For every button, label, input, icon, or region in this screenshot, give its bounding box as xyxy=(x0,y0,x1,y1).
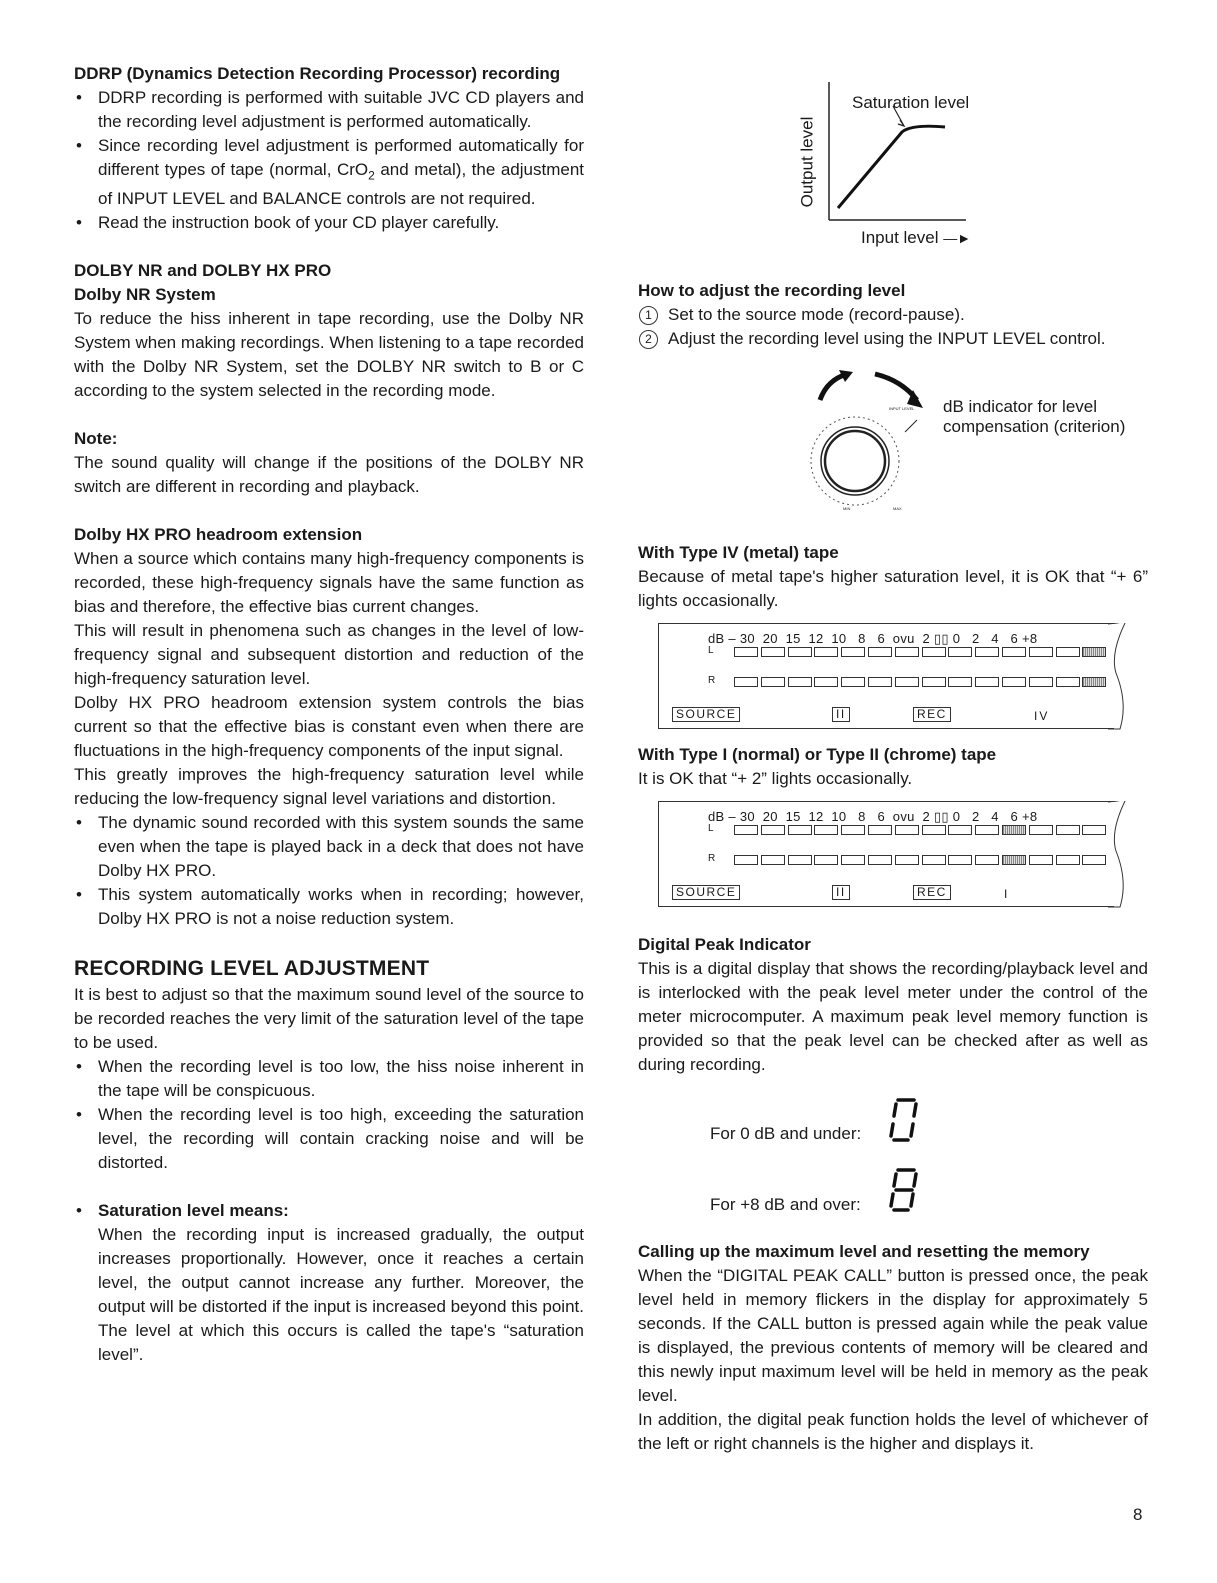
meter-segment xyxy=(841,677,865,687)
meter-segment xyxy=(814,677,838,687)
meter-scale: dB – 30 20 15 12 10 8 6 ovu 2 ▯▯ 0 2 4 6 +8 xyxy=(708,809,1038,824)
type12-level-meter xyxy=(658,801,1118,909)
meter-segment xyxy=(948,855,972,865)
meter-segment xyxy=(1029,677,1053,687)
meter-segment xyxy=(788,855,812,865)
input-level-label xyxy=(861,228,971,248)
meter-segment xyxy=(734,677,758,687)
recording-level-bullets xyxy=(74,1055,584,1175)
zero-digit-display xyxy=(886,1096,920,1144)
knob-top-label: INPUT LEVEL xyxy=(889,406,915,411)
recording-level-bullet-2: • When the recording level is too high, exceeding the saturation level, the recording will contain cracking noise and will be distorted. xyxy=(74,1103,584,1175)
output-level-label: Output level xyxy=(797,116,817,208)
step-number-2: 2 xyxy=(639,330,658,349)
meter-segment xyxy=(922,647,946,657)
recording-level-text: It is best to adjust so that the maximum sound level of the source to be recorded reaches the very limit of the saturation level of the tape to be used. xyxy=(74,985,584,1053)
note-heading: Note: xyxy=(74,429,118,449)
hx-paragraph-4: This greatly improves the high-frequency saturation level while reducing the low-frequency signal level variations and distortion. xyxy=(74,765,584,809)
dpi-text: This is a digital display that shows the recording/playback level and is interlocked with the peak level meter under the control of the meter microcomputer. A maximum peak level memory function is provided so that the peak level can be checked after as well as during recording. xyxy=(638,959,1148,1074)
saturation-list xyxy=(74,1199,584,1367)
type4-section xyxy=(638,541,1148,731)
meter-segment xyxy=(1029,825,1053,835)
meter-segment xyxy=(841,825,865,835)
dolby-text: To reduce the hiss inherent in tape recording, use the Dolby NR System when making recordings. When listening to a tape recorded with the Dolby NR System, set the DOLBY NR switch to B or C according to the system selected in the recording mode. xyxy=(74,309,584,401)
eight-digit-value xyxy=(886,1166,887,1167)
meter-segment xyxy=(841,855,865,865)
meter-segment xyxy=(1002,855,1026,865)
rec-indicator: REC xyxy=(913,885,951,900)
saturation-text: When the recording input is increased gradually, the output increases proportionally. However, once it reaches a certain level, the output cannot increase any further. Moreover, the output will be distorted if the input is increased beyond this point. The level at which this occurs is called the tape's “saturation level”. xyxy=(98,1225,584,1365)
calling-heading: Calling up the maximum level and resetting the memory xyxy=(638,1242,1090,1261)
saturation-level-label: Saturation level xyxy=(852,93,970,112)
pause-indicator: II xyxy=(832,707,850,722)
howto-step-1-text: Set to the source mode (record-pause). xyxy=(668,305,965,324)
meter-segment xyxy=(788,647,812,657)
type4-level-meter xyxy=(658,623,1118,731)
meter-segment xyxy=(1082,855,1106,865)
type12-heading: With Type I (normal) or Type II (chrome) tape xyxy=(638,745,997,764)
meter-segment xyxy=(788,825,812,835)
ddrp-bullet-1: • DDRP recording is performed with suitable JVC CD players and the recording level adjustment is performed automatically. xyxy=(74,86,584,134)
meter-segment xyxy=(868,677,892,687)
meter-segment xyxy=(975,855,999,865)
hx-bullet-2: • This system automatically works when in recording; however, Dolby HX PRO is not a noise reduction system. xyxy=(74,883,584,931)
knob-max-label: MAX xyxy=(893,506,902,511)
meter-segment xyxy=(975,825,999,835)
meter-segment xyxy=(788,677,812,687)
meter-segment xyxy=(895,825,919,835)
meter-segment xyxy=(868,647,892,657)
source-indicator: SOURCE xyxy=(672,885,740,900)
meter-scale: dB – 30 20 15 12 10 8 6 ovu 2 ▯▯ 0 2 4 6 +8 xyxy=(708,631,1038,646)
rec-indicator: REC xyxy=(913,707,951,722)
meter-segment xyxy=(948,825,972,835)
meter-segment xyxy=(814,647,838,657)
knob-min-label: MIN xyxy=(843,506,851,511)
dpi-heading: Digital Peak Indicator xyxy=(638,935,811,954)
meter-segment xyxy=(1056,677,1080,687)
meter-segment xyxy=(922,855,946,865)
meter-l-label: L xyxy=(708,645,714,656)
saturation-graph xyxy=(797,80,1000,255)
eight-digit-display xyxy=(886,1166,920,1214)
knob-callout: dB indicator for level compensation (criterion) xyxy=(943,397,1126,436)
meter-segment xyxy=(975,647,999,657)
type12-section xyxy=(638,743,1148,909)
zero-digit-value xyxy=(886,1096,887,1097)
meter-segment xyxy=(1002,825,1026,835)
hx-paragraph-1: When a source which contains many high-frequency components is recorded, these high-frequency signals have the same function as bias and therefore, the effective bias current changes. xyxy=(74,549,584,617)
type12-text: It is OK that “+ 2” lights occasionally. xyxy=(638,769,913,788)
saturation-item xyxy=(74,1199,584,1367)
howto-step-2 xyxy=(638,327,1148,351)
hx-paragraph-2: This will result in phenomena such as changes in the level of low-frequency signal and subsequent distortion and reduction of the high-frequency saturation level. xyxy=(74,621,584,689)
dolby-heading: DOLBY NR and DOLBY HX PRO xyxy=(74,261,332,281)
meter-segment xyxy=(1056,647,1080,657)
meter-segment xyxy=(761,855,785,865)
eight-db-label: For +8 dB and over: xyxy=(710,1195,861,1214)
meter-segment xyxy=(734,855,758,865)
meter-segment xyxy=(761,825,785,835)
step-number-1: 1 xyxy=(639,306,658,325)
dpi-section xyxy=(638,933,1148,1077)
saturation-heading: • Saturation level means: xyxy=(98,1201,289,1221)
note-text: The sound quality will change if the positions of the DOLBY NR switch are different in recording and playback. xyxy=(74,453,584,497)
zero-db-label: For 0 dB and under: xyxy=(710,1124,862,1143)
calling-section xyxy=(638,1240,1148,1456)
meter-segment xyxy=(1056,855,1080,865)
howto-heading: How to adjust the recording level xyxy=(638,281,906,300)
type4-heading: With Type IV (metal) tape xyxy=(638,543,839,562)
meter-segment xyxy=(1082,677,1106,687)
meter-l-label: L xyxy=(708,823,714,834)
hx-bullet-1: • The dynamic sound recorded with this system sounds the same even when the tape is played back in a deck that does not have Dolby HX PRO. xyxy=(74,811,584,883)
meter-segment xyxy=(814,825,838,835)
input-level-knob-svg xyxy=(805,366,945,516)
left-column xyxy=(74,62,584,1367)
hx-paragraph-3: Dolby HX PRO headroom extension system controls the bias current so that the effective bias is constant even when there are fluctuations in the high-frequency components of the input signal. xyxy=(74,693,584,761)
tape-type-indicator: I xyxy=(1004,887,1010,901)
meter-segment xyxy=(868,825,892,835)
howto-section xyxy=(638,279,1148,351)
ddrp-bullets xyxy=(74,86,584,235)
source-indicator: SOURCE xyxy=(672,707,740,722)
howto-step-2-text: Adjust the recording level using the INPUT LEVEL control. xyxy=(668,329,1106,348)
meter-edge-icon xyxy=(1108,801,1138,909)
ddrp-bullet-2: • Since recording level adjustment is performed automatically for different types of tape (normal, CrO$_2$ and metal), the adjustment of INPUT LEVEL and BALANCE controls are not required. xyxy=(74,134,584,211)
meter-segment xyxy=(1002,677,1026,687)
meter-segment xyxy=(1029,855,1053,865)
hx-bullets xyxy=(74,811,584,931)
meter-segment xyxy=(734,647,758,657)
meter-r-label: R xyxy=(708,853,716,864)
meter-segment xyxy=(922,825,946,835)
meter-segment xyxy=(922,677,946,687)
meter-segment xyxy=(895,855,919,865)
meter-segment xyxy=(948,677,972,687)
tape-type-indicator: IV xyxy=(1034,709,1050,723)
seven-segment-zero-icon xyxy=(886,1096,920,1144)
meter-segment xyxy=(734,825,758,835)
calling-paragraph-1: When the “DIGITAL PEAK CALL” button is pressed once, the peak level held in memory flickers in the display for approximately 5 seconds. If the CALL button is pressed again while the peak value is displayed, the previous contents of memory will be cleared and this newly input maximum level will be held in memory as the peak level. xyxy=(638,1266,1148,1405)
meter-segment xyxy=(1082,825,1106,835)
meter-segment xyxy=(948,647,972,657)
arrow-right-icon: —► xyxy=(943,230,972,246)
meter-segment xyxy=(1002,647,1026,657)
meter-segment xyxy=(814,855,838,865)
meter-r-label: R xyxy=(708,675,716,686)
howto-step-1 xyxy=(638,303,1148,327)
ddrp-bullet-3: • Read the instruction book of your CD player carefully. xyxy=(74,211,584,235)
meter-segment xyxy=(1056,825,1080,835)
input-level-knob-figure xyxy=(805,366,1145,516)
pause-indicator: II xyxy=(832,885,850,900)
meter-segment xyxy=(975,677,999,687)
recording-level-heading: RECORDING LEVEL ADJUSTMENT xyxy=(74,957,430,981)
input-level-text: Input level xyxy=(861,228,939,247)
meter-edge-icon xyxy=(1108,623,1138,731)
hx-heading: Dolby HX PRO headroom extension xyxy=(74,525,363,545)
calling-paragraph-2: In addition, the digital peak function holds the level of whichever of the left or right channels is the higher and displays it. xyxy=(638,1410,1148,1453)
meter-segment xyxy=(895,647,919,657)
meter-segment xyxy=(761,677,785,687)
meter-segment xyxy=(1082,647,1106,657)
type4-text: Because of metal tape's higher saturation level, it is OK that “+ 6” lights occasionally. xyxy=(638,567,1148,610)
meter-segment xyxy=(841,647,865,657)
page-number: 8 xyxy=(1133,1505,1143,1524)
meter-segment xyxy=(761,647,785,657)
meter-segment xyxy=(1029,647,1053,657)
recording-level-bullet-1: • When the recording level is too low, the hiss noise inherent in the tape will be conspicuous. xyxy=(74,1055,584,1103)
meter-segment xyxy=(868,855,892,865)
dolby-subheading: Dolby NR System xyxy=(74,285,216,305)
meter-segment xyxy=(895,677,919,687)
ddrp-heading: DDRP (Dynamics Detection Recording Processor) recording xyxy=(74,64,561,83)
seven-segment-eight-icon xyxy=(886,1166,920,1214)
